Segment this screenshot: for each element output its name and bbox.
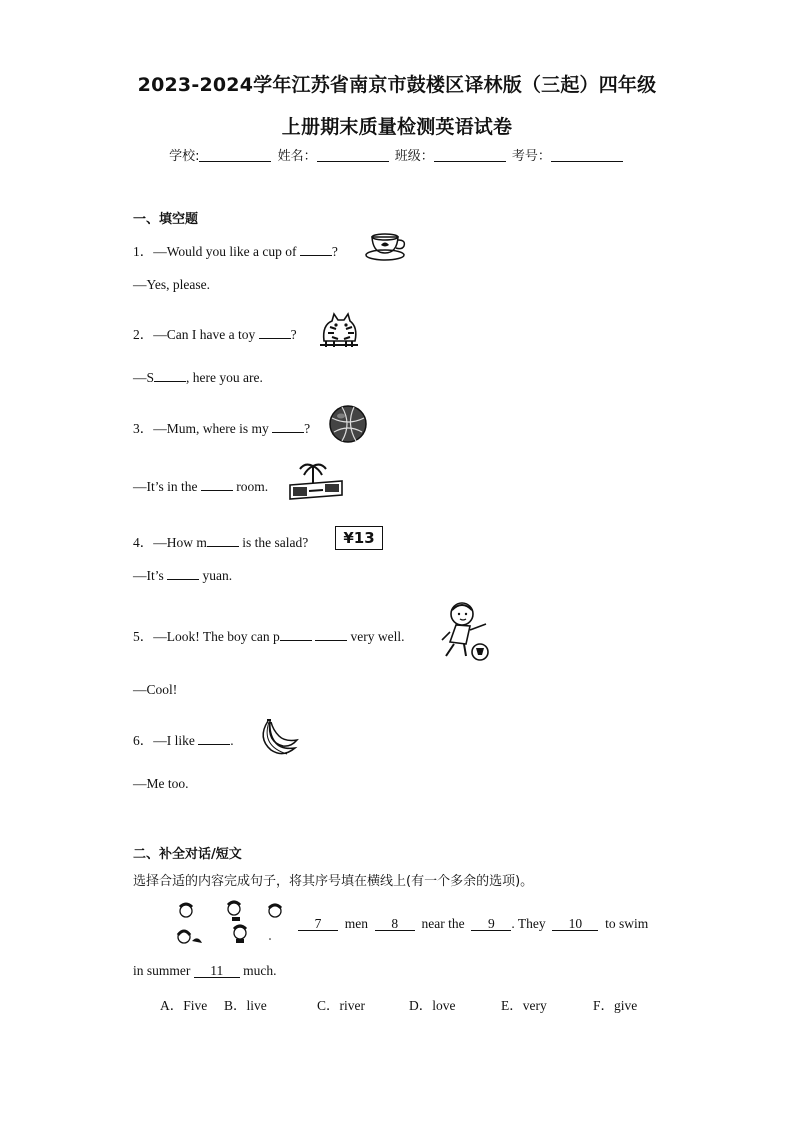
school-label: 学校:: [169, 149, 200, 164]
class-blank[interactable]: [434, 149, 506, 162]
q5-blank-2[interactable]: [315, 640, 347, 641]
option-d[interactable]: D．love: [409, 998, 456, 1013]
blank-11[interactable]: 11: [194, 964, 240, 978]
exam-no-blank[interactable]: [551, 149, 623, 162]
school-blank[interactable]: [199, 149, 271, 162]
option-f[interactable]: F．give: [593, 998, 638, 1013]
q2-blank[interactable]: [259, 338, 291, 339]
option-c[interactable]: C．river: [317, 998, 365, 1013]
people-faces-icon: [172, 899, 292, 949]
section1-heading: 一、填空题: [133, 212, 199, 227]
name-label: 姓名：: [277, 149, 317, 164]
option-b[interactable]: B．live: [224, 998, 267, 1013]
exam-no-label: 考号：: [511, 149, 551, 164]
q3-answer-blank[interactable]: [201, 490, 233, 491]
q1-blank[interactable]: [300, 255, 332, 256]
passage-line2: in summer 11 much.: [133, 963, 277, 978]
section2-instruction: 选择合适的内容完成句子，将其序号填在横线上(有一个多余的选项)。: [133, 874, 534, 889]
q4-answer-blank[interactable]: [167, 579, 199, 580]
option-a[interactable]: A．Five: [160, 998, 208, 1013]
bananas-icon: [253, 716, 299, 760]
q5-answer: —Cool!: [133, 682, 178, 697]
q5-prompt: 5．—Look! The boy can p very well.: [133, 629, 405, 644]
tiger-icon: [318, 311, 360, 349]
passage-line1: 7 men 8 near the 9 . They 10 to swim: [298, 916, 648, 932]
name-blank[interactable]: [317, 149, 389, 162]
q3-blank[interactable]: [272, 432, 304, 433]
exam-title-line2: 上册期末质量检测英语试卷: [281, 116, 513, 138]
q2-answer-blank[interactable]: [154, 381, 186, 382]
q6-prompt: 6．—I like .: [133, 733, 234, 748]
student-info-row: [0, 145, 794, 164]
exam-title-line1: 2023-2024学年江苏省南京市鼓楼区译林版（三起）四年级: [137, 74, 657, 96]
living-room-icon: [287, 461, 345, 503]
basketball-icon: [328, 404, 368, 444]
blank-9[interactable]: 9: [471, 917, 511, 931]
blank-10[interactable]: 10: [552, 917, 598, 931]
q6-blank[interactable]: [198, 744, 230, 745]
options-row: [160, 994, 637, 1014]
q1-answer: —Yes, please.: [133, 277, 210, 292]
option-e[interactable]: E．very: [501, 998, 547, 1013]
boy-playing-football-icon: [436, 600, 494, 664]
q4-answer: —It’s yuan.: [133, 568, 233, 583]
blank-7[interactable]: 7: [298, 917, 338, 931]
q4-blank[interactable]: [207, 546, 239, 547]
class-label: 班级：: [394, 149, 434, 164]
q4-prompt: 4．—How m is the salad?: [133, 535, 309, 550]
q3-answer: —It’s in the room.: [133, 479, 269, 494]
q5-blank-1[interactable]: [280, 640, 312, 641]
teacup-icon: [365, 228, 409, 262]
q2-answer: —S , here you are.: [133, 370, 263, 385]
q6-answer: —Me too.: [133, 776, 189, 791]
section2-heading: 二、补全对话/短文: [133, 847, 242, 862]
q3-prompt: 3．—Mum, where is my ?: [133, 421, 311, 436]
price-tag: ¥13: [335, 526, 383, 550]
q1-prompt: 1．—Would you like a cup of ?: [133, 244, 338, 259]
q2-prompt: 2．—Can I have a toy ?: [133, 327, 297, 342]
blank-8[interactable]: 8: [375, 917, 415, 931]
